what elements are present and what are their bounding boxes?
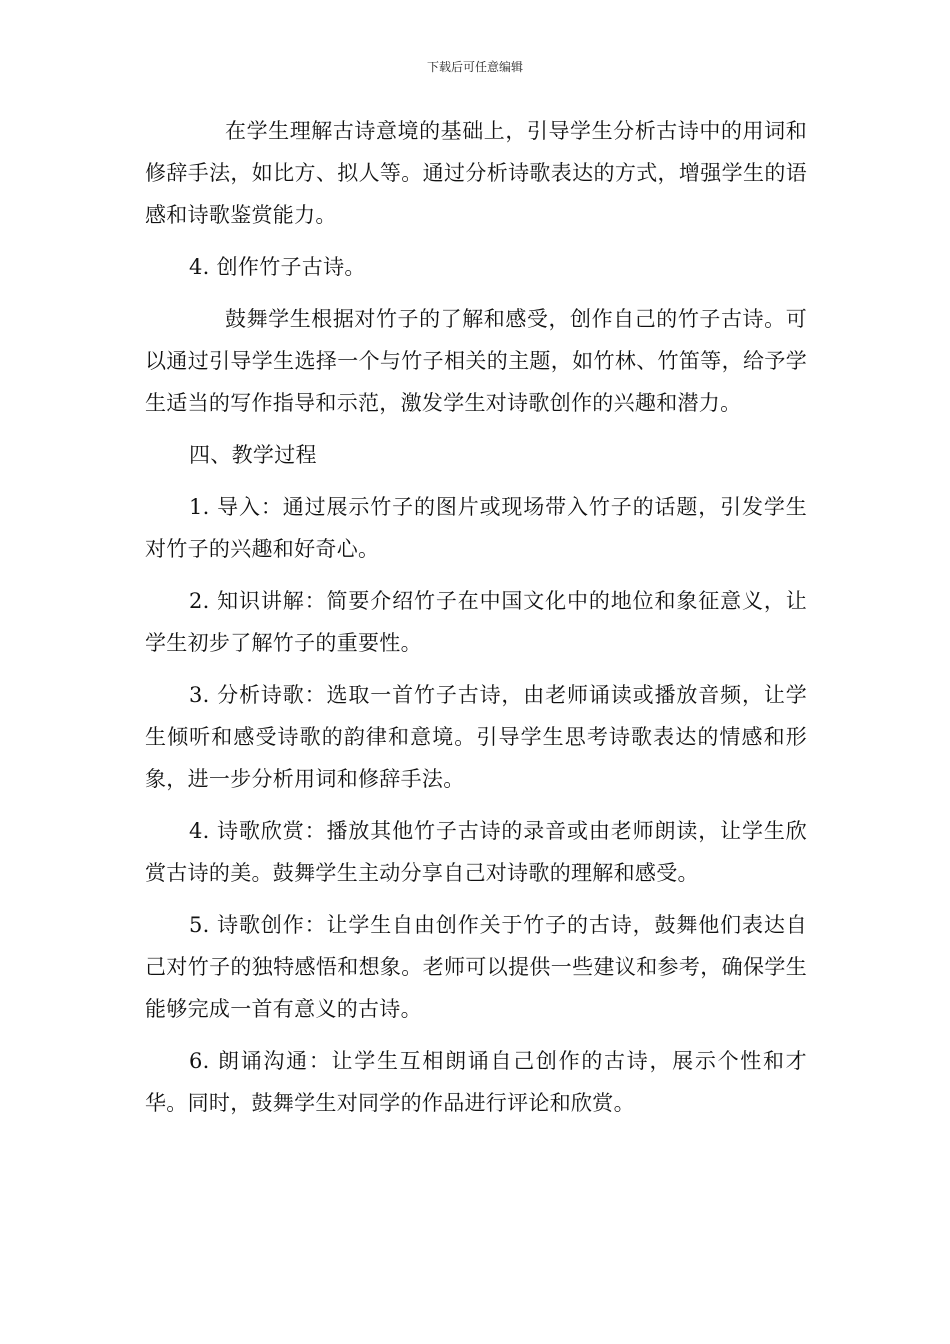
section-heading-teaching-process: 四、教学过程 [189,443,317,467]
process-step-6: 6. 朗诵沟通：让学生互相朗诵自己创作的古诗，展示个性和才华。同时，鼓舞学生对同学的作品进行评论和欣赏。 [145,1049,807,1115]
document-body [145,110,807,1134]
paragraph-analysis: 在学生理解古诗意境的基础上，引导学生分析古诗中的用词和修辞手法，如比方、拟人等。通过分析诗歌表达的方式，增强学生的语感和诗歌鉴赏能力。 [145,119,807,227]
process-step-3: 3. 分析诗歌：选取一首竹子古诗，由老师诵读或播放音频，让学生倾听和感受诗歌的韵律和意境。引导学生思考诗歌表达的情感和形象，进一步分析用词和修辞手法。 [145,683,807,791]
paragraph-item-4-heading: 4. 创作竹子古诗。 [189,255,366,279]
process-step-1: 1. 导入：通过展示竹子的图片或现场带入竹子的话题，引发学生对竹子的兴趣和好奇心。 [145,495,807,561]
process-step-2: 2. 知识讲解：简要介绍竹子在中国文化中的地位和象征意义，让学生初步了解竹子的重要性。 [145,589,807,655]
process-step-4: 4. 诗歌欣赏：播放其他竹子古诗的录音或由老师朗读，让学生欣赏古诗的美。鼓舞学生主动分享自己对诗歌的理解和感受。 [145,819,807,885]
page-header-note: 下载后可任意编辑 [426,60,523,74]
process-step-5: 5. 诗歌创作：让学生自由创作关于竹子的古诗，鼓舞他们表达自己对竹子的独特感悟和想象。老师可以提供一些建议和参考，确保学生能够完成一首有意义的古诗。 [145,913,807,1021]
paragraph-creation: 鼓舞学生根据对竹子的了解和感受，创作自己的竹子古诗。可以通过引导学生选择一个与竹子相关的主题，如竹林、竹笛等，给予学生适当的写作指导和示范，激发学生对诗歌创作的兴趣和潜力。 [145,307,807,415]
